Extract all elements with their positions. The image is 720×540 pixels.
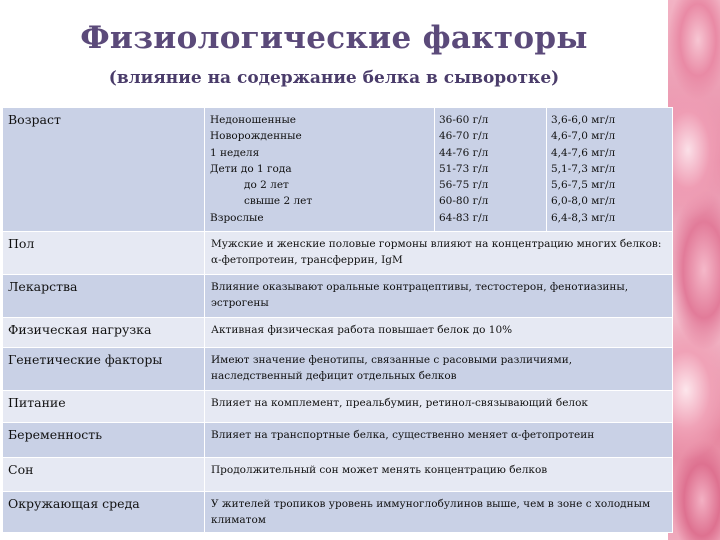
age-group: до 2 лет: [244, 179, 289, 192]
norm-value: 6,4-8,3 мг/л: [551, 211, 616, 224]
age-group: Недоношенные: [210, 114, 297, 126]
row-description: Влияет на комплемент, преальбумин, ретинол-связывающий белок: [205, 391, 673, 423]
row-description: Продолжительный сон может менять концентрацию белков: [205, 458, 673, 492]
row-label: Питание: [3, 391, 205, 423]
norm-value: 60-80 г/л: [439, 195, 489, 208]
table-row-age: [3, 108, 673, 232]
age-group: Взрослые: [210, 211, 264, 224]
table-row-exercise: [3, 318, 673, 348]
norm-gl-cell: [435, 108, 547, 232]
table-row-environment: [3, 492, 673, 533]
table-row-nutrition: [3, 391, 673, 423]
table-row-pregnancy: [3, 423, 673, 458]
row-label: Сон: [3, 458, 205, 492]
norm-value: 64-83 г/л: [439, 211, 489, 224]
norm-mgl-list: [551, 112, 668, 226]
page-title: Физиологические факторы: [80, 20, 588, 56]
age-group: Новорожденные: [210, 130, 302, 143]
age-groups-list: [210, 112, 429, 226]
age-group: свыше 2 лет: [244, 195, 313, 208]
table-row-drugs: [3, 275, 673, 318]
row-description: Влияние оказывают оральные контрацептивы, тестостерон, фенотиазины, эстрогены: [205, 275, 673, 318]
petal-decoration: [668, 0, 720, 540]
row-label: Физическая нагрузка: [3, 318, 205, 348]
norm-value: 3,6-6,0 мг/л: [551, 114, 616, 126]
page-subtitle: (влияние на содержание белка в сыворотке): [108, 68, 560, 88]
norm-value: 4,4-7,6 мг/л: [551, 146, 616, 159]
age-group: 1 неделя: [210, 146, 260, 159]
norm-value: 36-60 г/л: [439, 114, 489, 126]
row-description: Влияет на транспортные белка, существенно меняет α-фетопротеин: [205, 423, 673, 458]
norm-value: 56-75 г/л: [439, 179, 489, 192]
age-groups-cell: [205, 108, 435, 232]
age-group: Дети до 1 года: [210, 162, 292, 175]
row-description: Активная физическая работа повышает белок до 10%: [205, 318, 673, 348]
norm-value: 46-70 г/л: [439, 130, 489, 143]
norm-value: 4,6-7,0 мг/л: [551, 130, 616, 143]
row-label: Генетические факторы: [3, 348, 205, 391]
table-row-sex: [3, 232, 673, 275]
norm-value: 44-76 г/л: [439, 146, 489, 159]
norm-gl-list: [439, 112, 542, 226]
row-description: Мужские и женские половые гормоны влияют на концентрацию многих белков: α-фетопротеин, трансферрин, IgM: [205, 232, 673, 275]
norm-value: 51-73 г/л: [439, 162, 489, 175]
row-label: Пол: [3, 232, 205, 275]
row-label: Возраст: [3, 108, 205, 232]
row-description: У жителей тропиков уровень иммуноглобулинов выше, чем в зоне с холодным климатом: [205, 492, 673, 533]
table-row-genetics: [3, 348, 673, 391]
norm-mgl-cell: [547, 108, 673, 232]
row-label: Окружающая среда: [3, 492, 205, 533]
row-description: Имеют значение фенотипы, связанные с расовыми различиями, наследственный дефицит отдельных белков: [205, 348, 673, 391]
norm-value: 6,0-8,0 мг/л: [551, 195, 616, 208]
norm-value: 5,1-7,3 мг/л: [551, 162, 616, 175]
row-label: Беременность: [3, 423, 205, 458]
table-row-sleep: [3, 458, 673, 492]
norm-value: 5,6-7,5 мг/л: [551, 179, 616, 192]
row-label: Лекарства: [3, 275, 205, 318]
factors-table: [2, 107, 673, 533]
